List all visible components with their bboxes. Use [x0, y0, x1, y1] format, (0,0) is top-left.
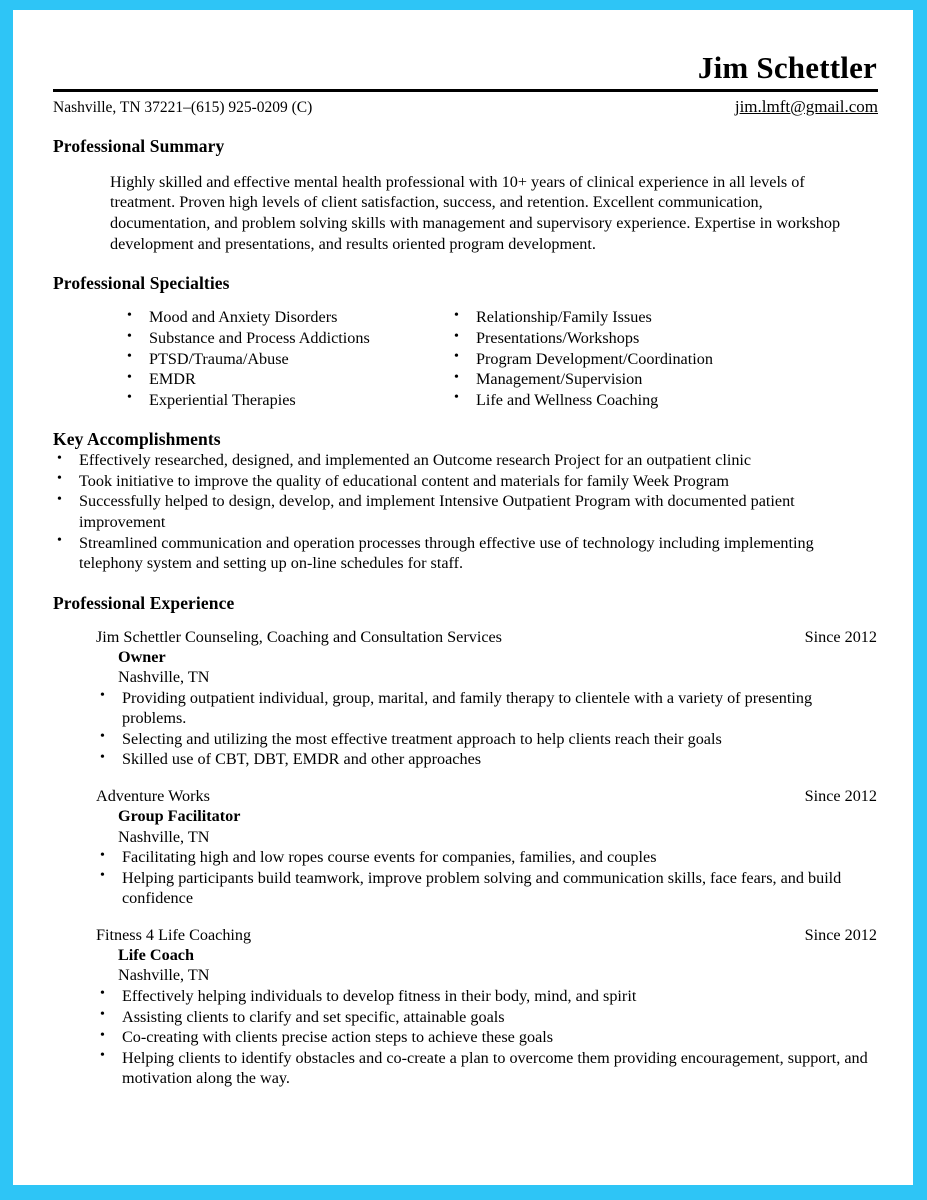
specialties-column-right	[450, 307, 878, 410]
resume-paper	[13, 10, 913, 1185]
list-item: • Skilled use of CBT, DBT, EMDR and other approaches	[96, 749, 878, 770]
experience-entry-header	[96, 787, 878, 806]
list-item: • Successfully helped to design, develop, and implement Intensive Outpatient Program with documented patient improvement	[53, 491, 878, 532]
experience-entry	[53, 628, 878, 770]
experience-entry-header	[96, 628, 878, 647]
job-location: Nashville, TN	[118, 668, 210, 687]
job-responsibilities-list	[96, 688, 878, 770]
section-title-key-accomplishments: Key Accomplishments	[53, 429, 221, 450]
list-item: • Presentations/Workshops	[450, 328, 878, 349]
experience-entry-header	[96, 926, 878, 945]
specialties-column-left	[123, 307, 450, 410]
experience-entry	[53, 926, 878, 1089]
list-item: • Life and Wellness Coaching	[450, 390, 878, 411]
section-title-professional-experience: Professional Experience	[53, 592, 235, 613]
employer-name: Fitness 4 Life Coaching	[96, 925, 252, 944]
employment-date: Since 2012	[804, 627, 877, 646]
employer-name: Jim Schettler Counseling, Coaching and Consultation Services	[96, 627, 502, 646]
contact-email-link[interactable]: jim.lmft@gmail.com	[734, 96, 878, 116]
job-location: Nashville, TN	[118, 966, 210, 985]
list-item: • Helping clients to identify obstacles and co-create a plan to overcome them providing encouragement, support, and motivation along the way.	[96, 1048, 878, 1089]
list-item: • Streamlined communication and operation processes through effective use of technology including implementing telephony system and setting up on-line schedules for staff.	[53, 533, 878, 574]
specialties-columns	[53, 307, 878, 410]
list-item: • Effectively helping individuals to develop fitness in their body, mind, and spirit	[96, 986, 878, 1007]
section-title-professional-specialties: Professional Specialties	[53, 273, 230, 294]
professional-summary-text: Highly skilled and effective mental health professional with 10+ years of clinical experience in all levels of treatment. Proven high levels of client satisfaction, success, and retention. Excellent communication, documentation, and problem solving skills with management and supervisory experience. Expertise in workshop development and presentations, and results oriented program development.	[110, 172, 841, 253]
job-responsibilities-list	[96, 986, 878, 1089]
list-item: • Took initiative to improve the quality of educational content and materials for family Week Program	[53, 471, 878, 492]
list-item: • Effectively researched, designed, and implemented an Outcome research Project for an outpatient clinic	[53, 450, 878, 471]
list-item: • EMDR	[123, 369, 450, 390]
resume-body	[13, 136, 913, 1089]
resume-header	[13, 10, 913, 117]
list-item: • Facilitating high and low ropes course events for companies, families, and couples	[96, 847, 878, 868]
employer-name: Adventure Works	[96, 787, 210, 806]
employment-date: Since 2012	[804, 925, 877, 944]
list-item: • Providing outpatient individual, group, marital, and family therapy to clientele with a variety of presenting problems.	[96, 688, 878, 729]
list-item: • Substance and Process Addictions	[123, 328, 450, 349]
list-item: • Co-creating with clients precise action steps to achieve these goals	[96, 1027, 878, 1048]
list-item: • Experiential Therapies	[123, 390, 450, 411]
contact-row	[53, 97, 878, 117]
job-title: Group Facilitator	[118, 807, 241, 826]
list-item: • Selecting and utilizing the most effective treatment approach to help clients reach their goals	[96, 729, 878, 750]
job-title: Life Coach	[118, 945, 194, 964]
job-title: Owner	[118, 647, 166, 666]
contact-address-phone: Nashville, TN 37221–(615) 925-0209 (C)	[53, 98, 313, 116]
list-item: • Helping participants build teamwork, improve problem solving and communication skills, face fears, and build confidence	[96, 868, 878, 909]
employment-date: Since 2012	[804, 787, 877, 806]
candidate-name: Jim Schettler	[697, 50, 877, 85]
section-title-professional-summary: Professional Summary	[53, 135, 225, 156]
list-item: • Relationship/Family Issues	[450, 307, 878, 328]
job-responsibilities-list	[96, 847, 878, 909]
list-item: • Mood and Anxiety Disorders	[123, 307, 450, 328]
list-item: • Program Development/Coordination	[450, 349, 878, 370]
list-item: • PTSD/Trauma/Abuse	[123, 349, 450, 370]
list-item: • Assisting clients to clarify and set specific, attainable goals	[96, 1007, 878, 1028]
header-divider-rule	[53, 89, 878, 92]
experience-list	[53, 628, 878, 1089]
accomplishments-list	[53, 450, 878, 573]
list-item: • Management/Supervision	[450, 369, 878, 390]
job-location: Nashville, TN	[118, 827, 210, 846]
experience-entry	[53, 787, 878, 909]
